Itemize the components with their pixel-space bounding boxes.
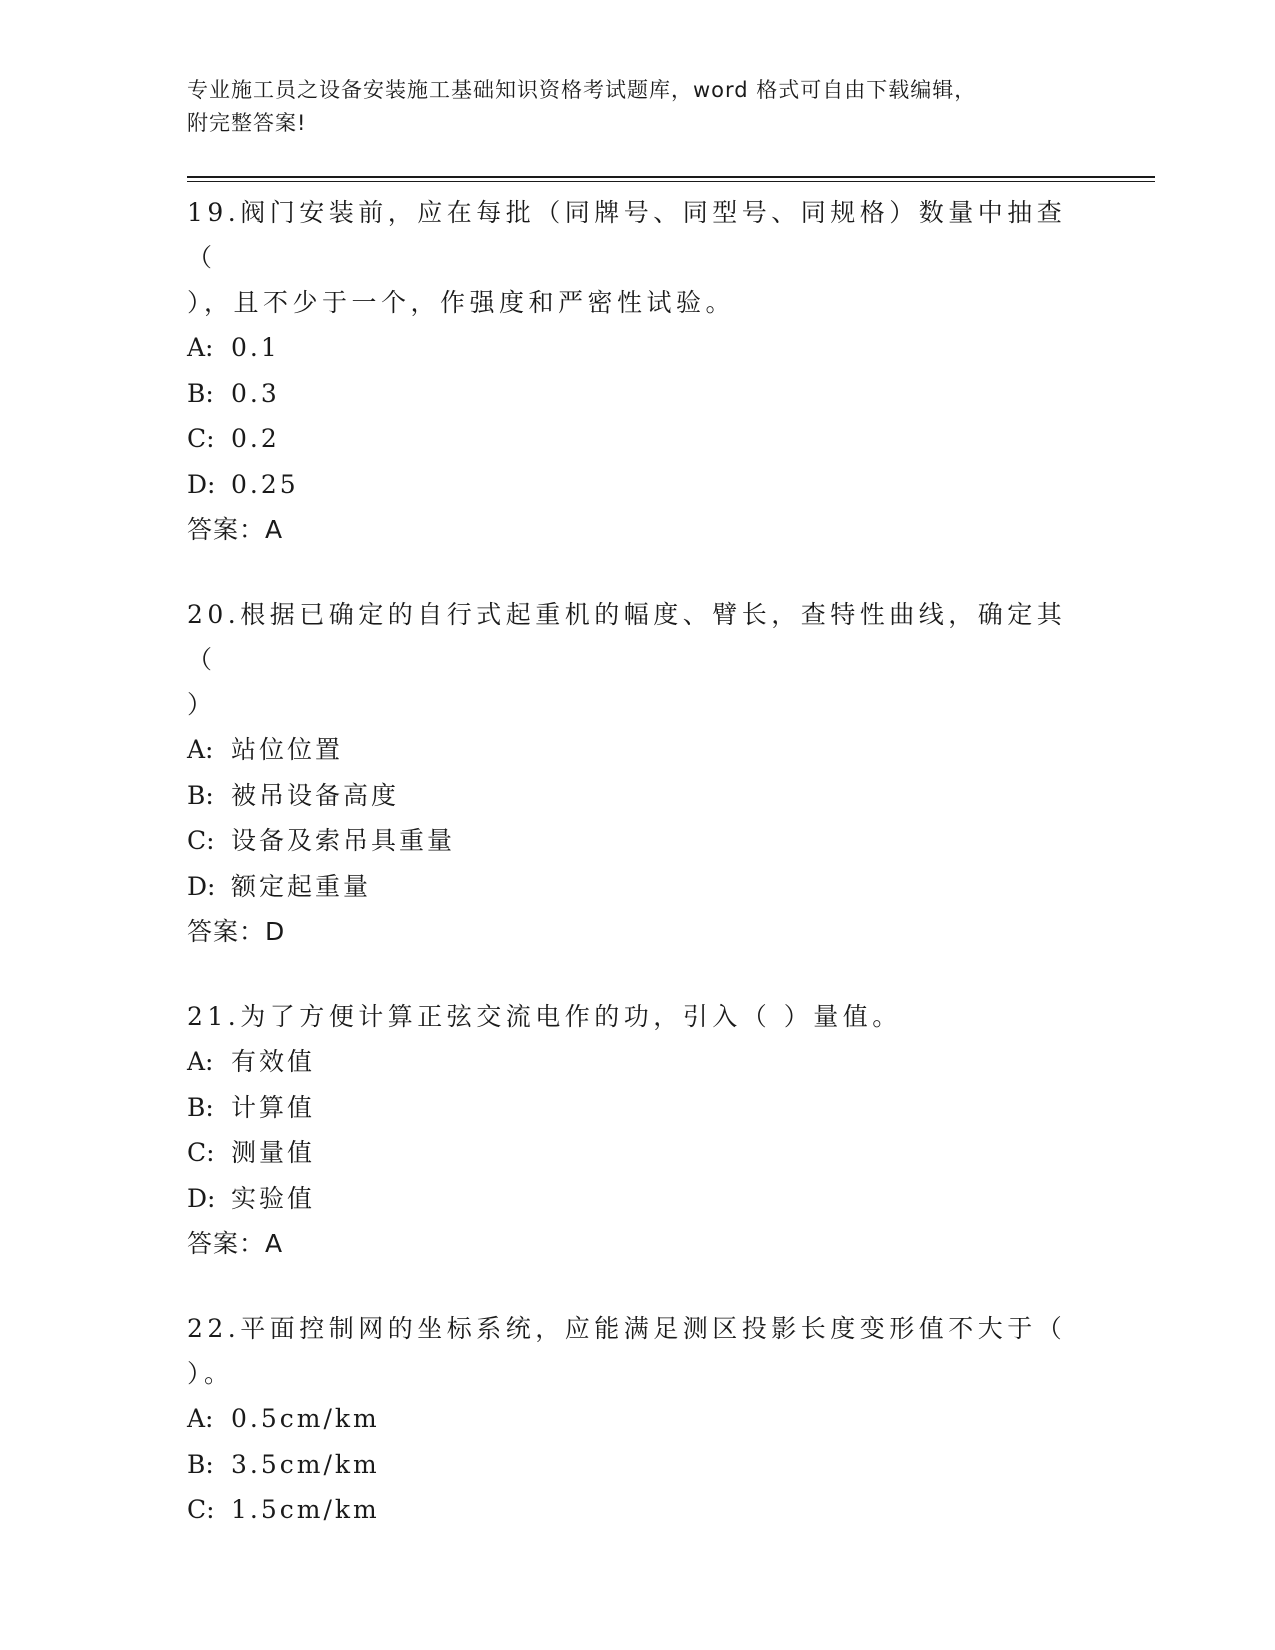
- option-letter: A:: [187, 1404, 214, 1433]
- question-list: [187, 190, 1087, 1573]
- option-letter: D:: [187, 469, 216, 499]
- option-d: [187, 1176, 1087, 1222]
- question-text-line: ），且不少于一个，作强度和严密性试验。: [187, 288, 736, 317]
- option-text: 设备及索吊具重量: [231, 826, 456, 855]
- option-text: 额定起重量: [231, 871, 372, 901]
- option-letter: D:: [187, 871, 216, 901]
- option-text: 0.2: [231, 424, 280, 453]
- option-letter: C:: [187, 826, 215, 855]
- question-text-line: ）: [187, 690, 217, 719]
- option-b: [187, 371, 1087, 417]
- option-text: 0.25: [231, 469, 299, 499]
- option-d: [187, 462, 1087, 508]
- option-c: [187, 1130, 1087, 1176]
- question-21: [187, 994, 1087, 1266]
- option-text: 有效值: [231, 1047, 316, 1076]
- option-c: [187, 818, 1087, 864]
- option-letter: B:: [187, 1449, 214, 1479]
- answer-line: 答案：A: [187, 1229, 284, 1258]
- option-letter: C:: [187, 1138, 215, 1167]
- option-letter: A:: [187, 735, 214, 764]
- answer-line: 答案：D: [187, 917, 286, 946]
- option-text: 1.5cm/km: [231, 1495, 380, 1524]
- option-c: [187, 416, 1087, 462]
- option-text: 测量值: [231, 1138, 316, 1167]
- header-divider-thin: [187, 181, 1155, 182]
- option-letter: A:: [187, 333, 214, 362]
- header-divider-thick: [187, 176, 1155, 178]
- question-text-line: ）。: [187, 1359, 234, 1388]
- question-text-line: 19.阀门安装前，应在每批（同牌号、同型号、同规格）数量中抽查（: [187, 198, 1067, 272]
- header-line-1: 专业施工员之设备安装施工基础知识资格考试题库，word 格式可自由下载编辑，: [187, 78, 977, 102]
- option-letter: D:: [187, 1183, 216, 1213]
- question-text-line: 22.平面控制网的坐标系统，应能满足测区投影长度变形值不大于（: [187, 1314, 1067, 1343]
- option-text: 被吊设备高度: [231, 780, 400, 810]
- document-header: [187, 74, 1067, 140]
- option-a: [187, 325, 1087, 371]
- option-text: 站位位置: [231, 735, 344, 764]
- option-letter: B:: [187, 378, 214, 408]
- question-19: [187, 190, 1087, 552]
- option-a: [187, 1396, 1087, 1442]
- option-d: [187, 864, 1087, 910]
- question-22: [187, 1306, 1087, 1533]
- option-text: 0.5cm/km: [231, 1404, 380, 1433]
- option-text: 0.1: [231, 333, 280, 362]
- option-text: 3.5cm/km: [231, 1449, 380, 1479]
- option-b: [187, 1085, 1087, 1131]
- option-a: [187, 727, 1087, 773]
- option-text: 计算值: [231, 1092, 316, 1122]
- option-a: [187, 1039, 1087, 1085]
- option-text: 实验值: [231, 1183, 316, 1213]
- option-c: [187, 1487, 1087, 1533]
- option-text: 0.3: [231, 378, 280, 408]
- header-line-2: 附完整答案!: [187, 111, 307, 135]
- option-letter: C:: [187, 424, 215, 453]
- option-b: [187, 1442, 1087, 1488]
- question-text-line: 21.为了方便计算正弦交流电作的功，引入（ ）量值。: [187, 1002, 902, 1031]
- question-20: [187, 592, 1087, 954]
- option-b: [187, 773, 1087, 819]
- question-text-line: 20.根据已确定的自行式起重机的幅度、臂长，查特性曲线，确定其（: [187, 600, 1067, 674]
- option-letter: C:: [187, 1495, 215, 1524]
- option-letter: A:: [187, 1047, 214, 1076]
- option-letter: B:: [187, 780, 214, 810]
- answer-line: 答案：A: [187, 515, 284, 544]
- option-letter: B:: [187, 1092, 214, 1122]
